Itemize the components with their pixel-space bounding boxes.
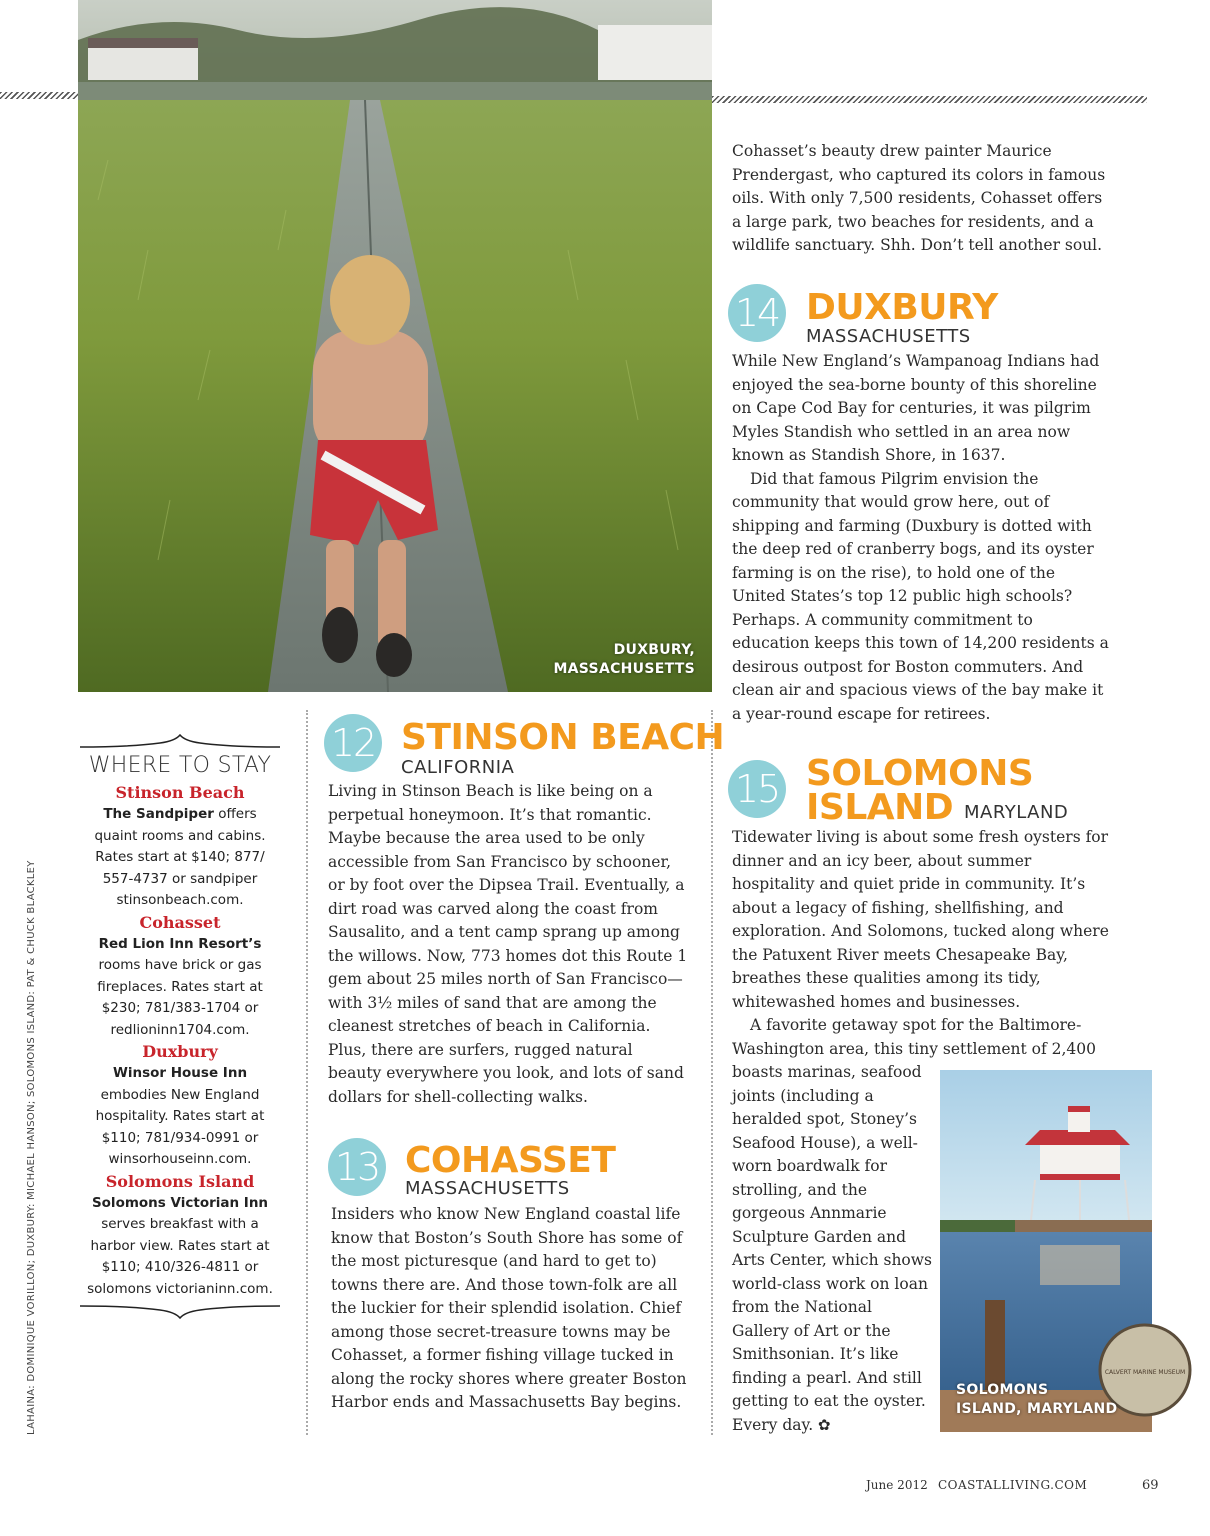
entry-15-paragraph-1: Tidewater living is about some fresh oysters for dinner and an icy beer, about summer hospitality and quiet pride in community. It’s about a legacy of fishing, shellfishing, and exploration. And Solomons, tucked along where the Patuxent River meets Chesapeake Bay, breathes these qualities among its tidy, whitewashed homes and businesses.	[732, 828, 1109, 1011]
entry-14-paragraph-1: While New England’s Wampanoag Indians had enjoyed the sea-borne bounty of this shoreline on Cape Cod Bay for centuries, it was pilgrim Myles Standish who settled in an area now known as Standish Shore, in 1637.	[732, 352, 1100, 464]
entry-14-state: MASSACHUSETTS	[806, 326, 971, 347]
entry-14-paragraph-2: Did that famous Pilgrim envision the community that would grow here, out of shipping and farming (Duxbury is dotted with the deep red of cranberry bogs, and its oyster farming is on the rise), to hold one of the United States’s top 12 public high schools? Perhaps. A community commitment to education keeps this town of 14,200 residents a desirous outpost for Boston commuters. And clean air and spacious views of the bay make it a year-round escape for retirees.	[732, 469, 1109, 723]
caption-line-1: SOLOMONS	[956, 1382, 1049, 1398]
sidebar-item-stinson	[80, 782, 280, 912]
entry-15-paragraph-3: boasts marinas, seafood joints (including a heralded spot, Stoney’s Seafood House), a well-worn boardwalk for strolling, and the gorgeous Annmarie Sculpture Garden and Arts Center, which shows world-class work on loan from the National Gallery of Art or the Smithsonian. It’s like finding a pearl. And still getting to eat the oyster. Every day.	[732, 1063, 932, 1434]
entry-13-paragraph-1: Insiders who know New England coastal life know that Boston’s South Shore has some of the most picturesque (and hard to get to) towns there are. And those town-folk are all the luckier for their splendid isolation. Chief among those secret-treasure towns may be Cohasset, a former fishing village tucked in along the rocky shores where greater Boston Harbor ends and Massachusetts Bay begins.	[331, 1205, 687, 1411]
sidebar-item-name: Cohasset	[139, 912, 221, 932]
duxbury-photo	[78, 0, 712, 692]
sidebar-item-solomons	[80, 1171, 280, 1301]
where-to-stay-sidebar	[80, 735, 280, 1318]
entry-15-paragraph-2: A favorite getaway spot for the Baltimore-Washington area, this tiny settlement of 2,400	[732, 1016, 1097, 1058]
solomons-photo-caption	[956, 1381, 1126, 1419]
sidebar-bottom-flourish	[80, 1302, 280, 1318]
sidebar-item-cohasset	[80, 912, 280, 1042]
entry-15-name-line-2: ISLAND	[806, 787, 954, 828]
sidebar-item-text	[80, 804, 280, 912]
entry-15-number-badge: 15	[728, 760, 786, 818]
duxbury-photo-caption	[520, 641, 695, 679]
entry-12-number-badge: 12	[324, 714, 382, 772]
sidebar-item-text	[80, 934, 280, 1042]
entry-14-body	[732, 350, 1110, 726]
entry-13-name: COHASSET	[405, 1140, 616, 1181]
entry-15-state: MARYLAND	[964, 802, 1069, 823]
intro-text: Cohasset’s beauty drew painter Maurice Prendergast, who captured its colors in famous oils. With only 7,500 residents, Cohasset offers a large park, two beaches for residents, and a wildlife sanctuary. Shh. Don’t tell another soul.	[732, 142, 1106, 254]
footer-date: June 2012	[866, 1478, 928, 1492]
entry-15-body-wrap	[732, 1061, 932, 1437]
footer-site: COASTALLIVING.COM	[938, 1478, 1088, 1492]
sidebar-item-duxbury	[80, 1041, 280, 1171]
caption-line-2: ISLAND, MARYLAND	[956, 1401, 1118, 1417]
solomons-photo	[940, 1070, 1186, 1432]
sidebar-item-lead: The Sandpiper	[103, 806, 214, 822]
entry-15-body	[732, 826, 1110, 1061]
caption-line-1: DUXBURY,	[613, 642, 695, 658]
sidebar-item-body: serves breakfast with a harbor view. Rates start at $110; 410/326-4811 or solomons victorianinn.com.	[87, 1216, 273, 1297]
sidebar-item-name: Solomons Island	[105, 1171, 255, 1191]
page-number: 69	[1142, 1478, 1159, 1493]
sidebar-item-lead: Red Lion Inn Resort’s	[98, 935, 262, 952]
sidebar-item-name: Duxbury	[142, 1042, 218, 1061]
entry-15-name-line-1: SOLOMONS	[806, 753, 1034, 794]
entry-12-state: CALIFORNIA	[401, 757, 515, 778]
sidebar-item-body: rooms have brick or gas fireplaces. Rates start at $230; 781/383-1704 or redlioninn1704.com.	[97, 957, 263, 1038]
hatch-rule-right	[712, 96, 1147, 103]
entry-13-number-badge: 13	[328, 1138, 386, 1196]
entry-12-paragraph-1: Living in Stinson Beach is like being on a perpetual honeymoon. It’s that romantic. Maybe because the area used to be only accessible from San Francisco by schooner, or by foot over the Dipsea Trail. Eventually, a dirt road was carved along the coast from Sausalito, and a tent camp sprang up among the willows. Now, 773 homes dot this Route 1 gem about 25 miles north of San Francisco—with 3½ miles of sand that are among the cleanest stretches of beach in California. Plus, there are surfers, rugged natural beauty everywhere you look, and lots of sand dollars for shell-collecting walks.	[328, 782, 688, 1106]
column-divider-right	[711, 710, 713, 1435]
calvert-marine-museum-sign: CALVERT MARINE MUSEUM	[1104, 1369, 1186, 1376]
sidebar-item-lead: Solomons Victorian Inn	[91, 1194, 269, 1211]
intro-paragraph	[732, 140, 1110, 258]
entry-12-body	[328, 780, 690, 1109]
column-divider-left	[306, 710, 308, 1435]
sidebar-top-flourish	[80, 735, 280, 751]
shell-icon: ✿	[813, 1415, 831, 1434]
sidebar-item-name: Stinson Beach	[115, 783, 245, 802]
hatch-rule-left	[0, 92, 78, 99]
entry-14-name: DUXBURY	[806, 287, 998, 328]
sidebar-title: WHERE TO STAY	[88, 753, 272, 778]
entry-14-number-badge: 14	[728, 284, 786, 342]
sidebar-item-body: embodies New England hospitality. Rates start at $110; 781/934-0991 or winsorhouseinn.com.	[95, 1086, 265, 1167]
sidebar-item-text	[80, 1193, 280, 1301]
sidebar-item-body: offers quaint rooms and cabins. Rates start at $140; 877/ 557-4737 or sandpiper stinsonbeach.com.	[94, 806, 266, 908]
sidebar-item-text	[80, 1063, 280, 1171]
caption-line-2: MASSACHUSETTS	[553, 661, 695, 677]
entry-13-state: MASSACHUSETTS	[405, 1178, 570, 1199]
photo-credit: LAHAINA: DOMINIQUE VORILLON; DUXBURY: MICHAEL HANSON; SOLOMONS ISLAND: PAT & CHUCK BLACKLEY	[26, 860, 37, 1435]
entry-12-name: STINSON BEACH	[401, 717, 725, 758]
sidebar-item-lead: Winsor House Inn	[112, 1065, 248, 1081]
entry-13-body	[331, 1203, 693, 1415]
